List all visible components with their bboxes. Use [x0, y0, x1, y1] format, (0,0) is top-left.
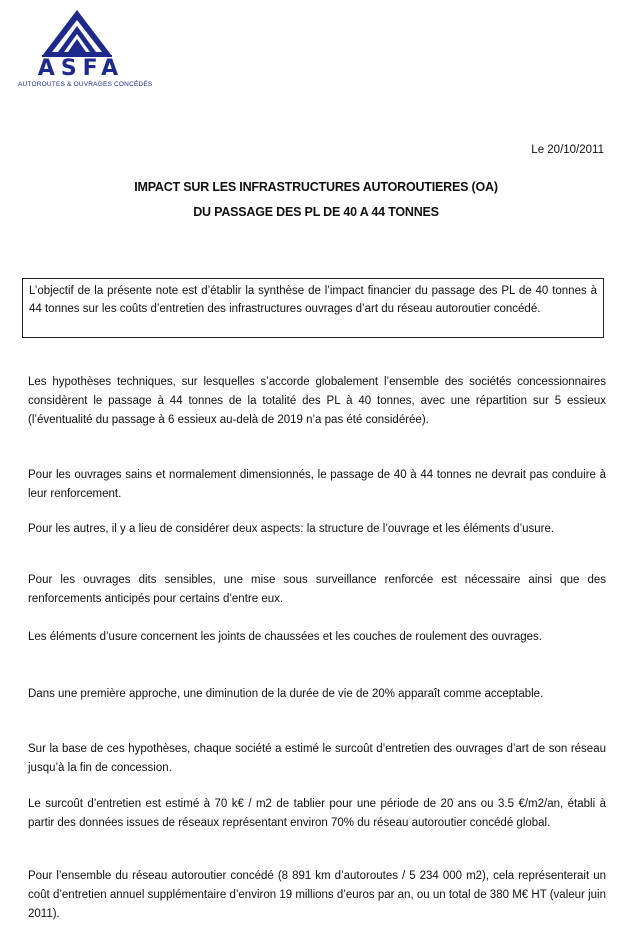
paragraph-premiere-approche: Dans une première approche, une diminution de la durée de vie de 20% apparaît comme acceptable.	[28, 688, 544, 700]
paragraph-autres: Pour les autres, il y a lieu de considérer deux aspects: la structure de l’ouvrage et les éléments d’usure.	[28, 523, 555, 535]
document-title-line1: IMPACT SUR LES INFRASTRUCTURES AUTOROUTIERES (OA)	[134, 180, 498, 194]
logo-tagline: AUTOROUTES & OUVRAGES CONCÉDÉS	[18, 81, 153, 88]
asfa-logo	[12, 6, 153, 88]
logo-brand: ASFA	[37, 56, 125, 81]
paragraph-ouvrages-sensibles: Pour les ouvrages dits sensibles, une mise sous surveillance renforcée est nécessaire ainsi que des renforcements anticipés pour certains d’entre eux.	[28, 574, 606, 605]
paragraph-base-hypotheses: Sur la base de ces hypothèses, chaque société a estimé le surcoût d’entretien des ouvrages d’art de son réseau jusqu’à la fin de concession.	[28, 743, 606, 774]
document-date: Le 20/10/2011	[531, 144, 604, 156]
paragraph-surcout: Le surcoût d’entretien est estimé à 70 k€ / m2 de tablier pour une période de 20 ans ou 3.5 €/m2/an, établi à partir des données issues de réseaux représentant environ 70% du réseau autoroutier concédé global.	[28, 798, 606, 829]
paragraph-ouvrages-sains: Pour les ouvrages sains et normalement dimensionnés, le passage de 40 à 44 tonnes ne devrait pas conduire à leur renforcement.	[28, 469, 606, 500]
objective-box: L’objectif de la présente note est d’établir la synthèse de l’impact financier du passage des PL de 40 tonnes à 44 tonnes sur les coûts d’entretien des infrastructures ouvrages d’art du réseau autoroutier concédé.	[22, 278, 604, 338]
paragraph-hypotheses: Les hypothèses techniques, sur lesquelles s’accorde globalement l’ensemble des sociétés concessionnaires considèrent le passage à 44 tonnes de la totalité des PL à 40 tonnes, avec une répartition sur 5 essieux (l’éventualité du passage à 6 essieux au-delà de 2019 n’a pas été considérée).	[28, 376, 606, 426]
logo-mountain-icon	[12, 6, 142, 58]
paragraph-elements-usure: Les éléments d’usure concernent les joints de chaussées et les couches de roulement des ouvrages.	[28, 631, 542, 643]
document-title-line2: DU PASSAGE DES PL DE 40 A 44 TONNES	[193, 205, 439, 219]
paragraph-ensemble-reseau: Pour l’ensemble du réseau autoroutier concédé (8 891 km d’autoroutes / 5 234 000 m2), cela représenterait un coût d’entretien annuel supplémentaire d’environ 19 millions d’euros par an, ou un total de 380 M€ HT (valeur juin 2011).	[28, 870, 606, 920]
